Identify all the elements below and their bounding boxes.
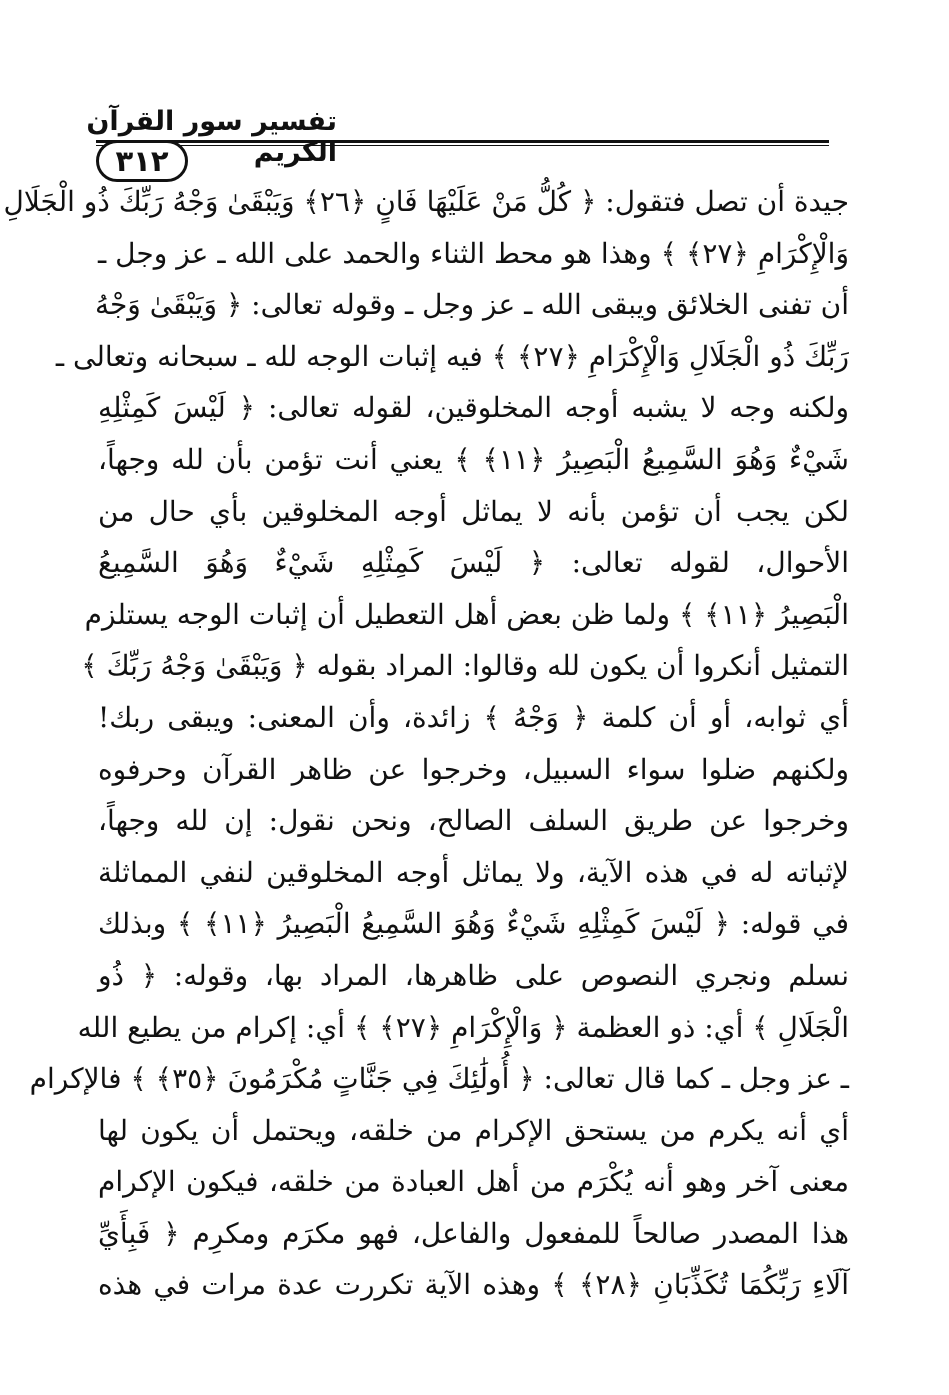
text-line: أي أنه يكرم من يستحق الإكرام من خلقه، ويحتمل أن يكون لها xyxy=(98,1113,849,1147)
text-line: لكن يجب أن تؤمن بأنه لا يماثل أوجه المخلوقين بأي حال من xyxy=(98,494,849,528)
text-line: ولكنهم ضلوا سواء السبيل، وخرجوا عن ظاهر القرآن وحرفوه xyxy=(98,752,849,786)
text-line: وَالْإِكْرَامِ ﴿٢٧﴾ ﴾ وهذا هو محط الثناء والحمد على الله ـ عز وجل ـ xyxy=(98,236,849,270)
text-line: أن تفنى الخلائق ويبقى الله ـ عز وجل ـ وقوله تعالى: ﴿ وَيَبْقَىٰ وَجْهُ xyxy=(94,288,849,322)
running-header-title: تفسير سور القرآن الكريم xyxy=(86,106,337,168)
text-line: جيدة أن تصل فتقول: ﴿ كُلُّ مَنْ عَلَيْهَا فَانٍ ﴿٢٦﴾ وَيَبْقَىٰ وَجْهُ رَبِّكَ ذُو الْجَلَالِ xyxy=(3,185,849,218)
text-line: في قوله: ﴿ لَيْسَ كَمِثْلِهِ شَيْءٌ وَهُوَ السَّمِيعُ الْبَصِيرُ ﴿١١﴾ ﴾ وبذلك xyxy=(98,907,849,941)
text-line: رَبِّكَ ذُو الْجَلَالِ وَالْإِكْرَامِ ﴿٢٧﴾ ﴾ فيه إثبات الوجه لله ـ سبحانه وتعالى ـ xyxy=(55,339,849,373)
header-double-rule xyxy=(96,140,829,146)
text-line: لإثباته له في هذه الآية، ولا يماثل أوجه المخلوقين لنفي المماثلة xyxy=(98,855,849,889)
text-line: الْبَصِيرُ ﴿١١﴾ ﴾ ولما ظن بعض أهل التعطيل أن إثبات الوجه يستلزم xyxy=(84,597,849,631)
text-line: هذا المصدر صالحاً للمفعول والفاعل، فهو مكرَم ومكرِم ﴿ فَبِأَيِّ xyxy=(98,1216,849,1250)
text-line: ولكنه وجه لا يشبه أوجه المخلوقين، لقوله تعالى: ﴿ لَيْسَ كَمِثْلِهِ xyxy=(98,391,849,425)
page-number-badge: ٣١٢ xyxy=(96,140,188,182)
text-line: التمثيل أنكروا أن يكون لله وقالوا: المراد بقوله ﴿ وَيَبْقَىٰ وَجْهُ رَبِّكَ ﴾ xyxy=(81,649,849,683)
tafsir-body-text xyxy=(3,176,850,1311)
text-line: معنى آخر وهو أنه يُكْرَم من أهل العبادة من خلقه، فيكون الإكرام xyxy=(98,1165,849,1199)
text-line: وخرجوا عن طريق السلف الصالح، ونحن نقول: إن لله وجهاً، xyxy=(98,804,849,838)
text-line: الأحوال، لقوله تعالى: ﴿ لَيْسَ كَمِثْلِهِ شَيْءٌ وَهُوَ السَّمِيعُ xyxy=(98,546,849,580)
text-line: شَيْءٌ وَهُوَ السَّمِيعُ الْبَصِيرُ ﴿١١﴾ ﴾ يعني أنت تؤمن بأن لله وجهاً، xyxy=(98,442,850,476)
text-line: أي ثوابه، أو أن كلمة ﴿ وَجْهُ ﴾ زائدة، وأن المعنى: ويبقى ربك! xyxy=(98,700,849,734)
text-line: نسلم ونجري النصوص على ظاهرها، المراد بها، وقوله: ﴿ ذُو xyxy=(98,958,849,992)
text-line: الْجَلَالِ ﴾ أي: ذو العظمة ﴿ وَالْإِكْرَامِ ﴿٢٧﴾ ﴾ أي: إكرام من يطيع الله xyxy=(77,1010,849,1044)
text-line: آلَاءِ رَبِّكُمَا تُكَذِّبَانِ ﴿٢٨﴾ ﴾ وهذه الآية تكررت عدة مرات في هذه xyxy=(98,1268,849,1302)
text-line: ـ عز وجل ـ كما قال تعالى: ﴿ أُولَٰئِكَ فِي جَنَّاتٍ مُكْرَمُونَ ﴿٣٥﴾ ﴾ فالإكرام xyxy=(29,1062,849,1096)
